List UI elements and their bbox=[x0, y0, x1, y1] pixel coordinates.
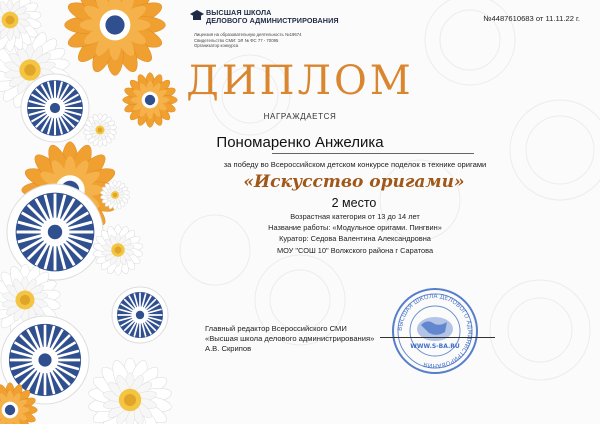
signature-line bbox=[380, 337, 495, 338]
school: МОУ "СОШ 10" Волжского района г Саратова bbox=[276, 245, 434, 255]
official-stamp bbox=[391, 287, 479, 375]
place-awarded: 2 место bbox=[331, 196, 377, 210]
signatory-block: Главный редактор Всероссийского СМИ «Высшая школа делового администрирования» А.В. Скрипов bbox=[205, 324, 375, 353]
curator: Куратор: Седова Валентина Александровна bbox=[279, 234, 431, 244]
school-logo-icon bbox=[190, 10, 204, 22]
contest-title: «Искусство оригами» bbox=[243, 172, 465, 192]
certificate-number: №4487610683 от 11.11.22 г. bbox=[483, 14, 580, 23]
award-reason: за победу во Всероссийском детском конкурсе поделок в технике оригами bbox=[223, 160, 487, 169]
svg-text:ВЫСШАЯ ШКОЛА ДЕЛОВОГО АДМИНИСТ: ВЫСШАЯ ШКОЛА ДЕЛОВОГО АДМ НИСТРИРОВАНИЯ bbox=[396, 292, 474, 370]
organizer-title: ВЫСШАЯ ШКОЛА ДЕЛОВОГО АДМИНИСТРИРОВАНИЯ bbox=[206, 8, 339, 25]
organizer-credentials: Лицензия на образовательную деятельность №19674 Свидетельство СМИ: ЭЛ № ФС 77 - 70095 Организатор конкурса bbox=[194, 32, 302, 49]
name-underline bbox=[272, 153, 474, 154]
age-category: Возрастная категория от 13 до 14 лет bbox=[290, 212, 420, 221]
awarded-label: НАГРАЖДАЕТСЯ bbox=[263, 112, 337, 121]
diploma-heading: ДИПЛОМ bbox=[186, 58, 414, 104]
svg-text:WWW.S-BA.RU: WWW.S-BA.RU bbox=[410, 343, 460, 350]
work-details bbox=[0, 211, 600, 256]
recipient-name: Пономаренко Анжелика bbox=[216, 134, 384, 151]
work-title: Название работы: «Модульное оригами. Пингвин» bbox=[268, 223, 442, 233]
